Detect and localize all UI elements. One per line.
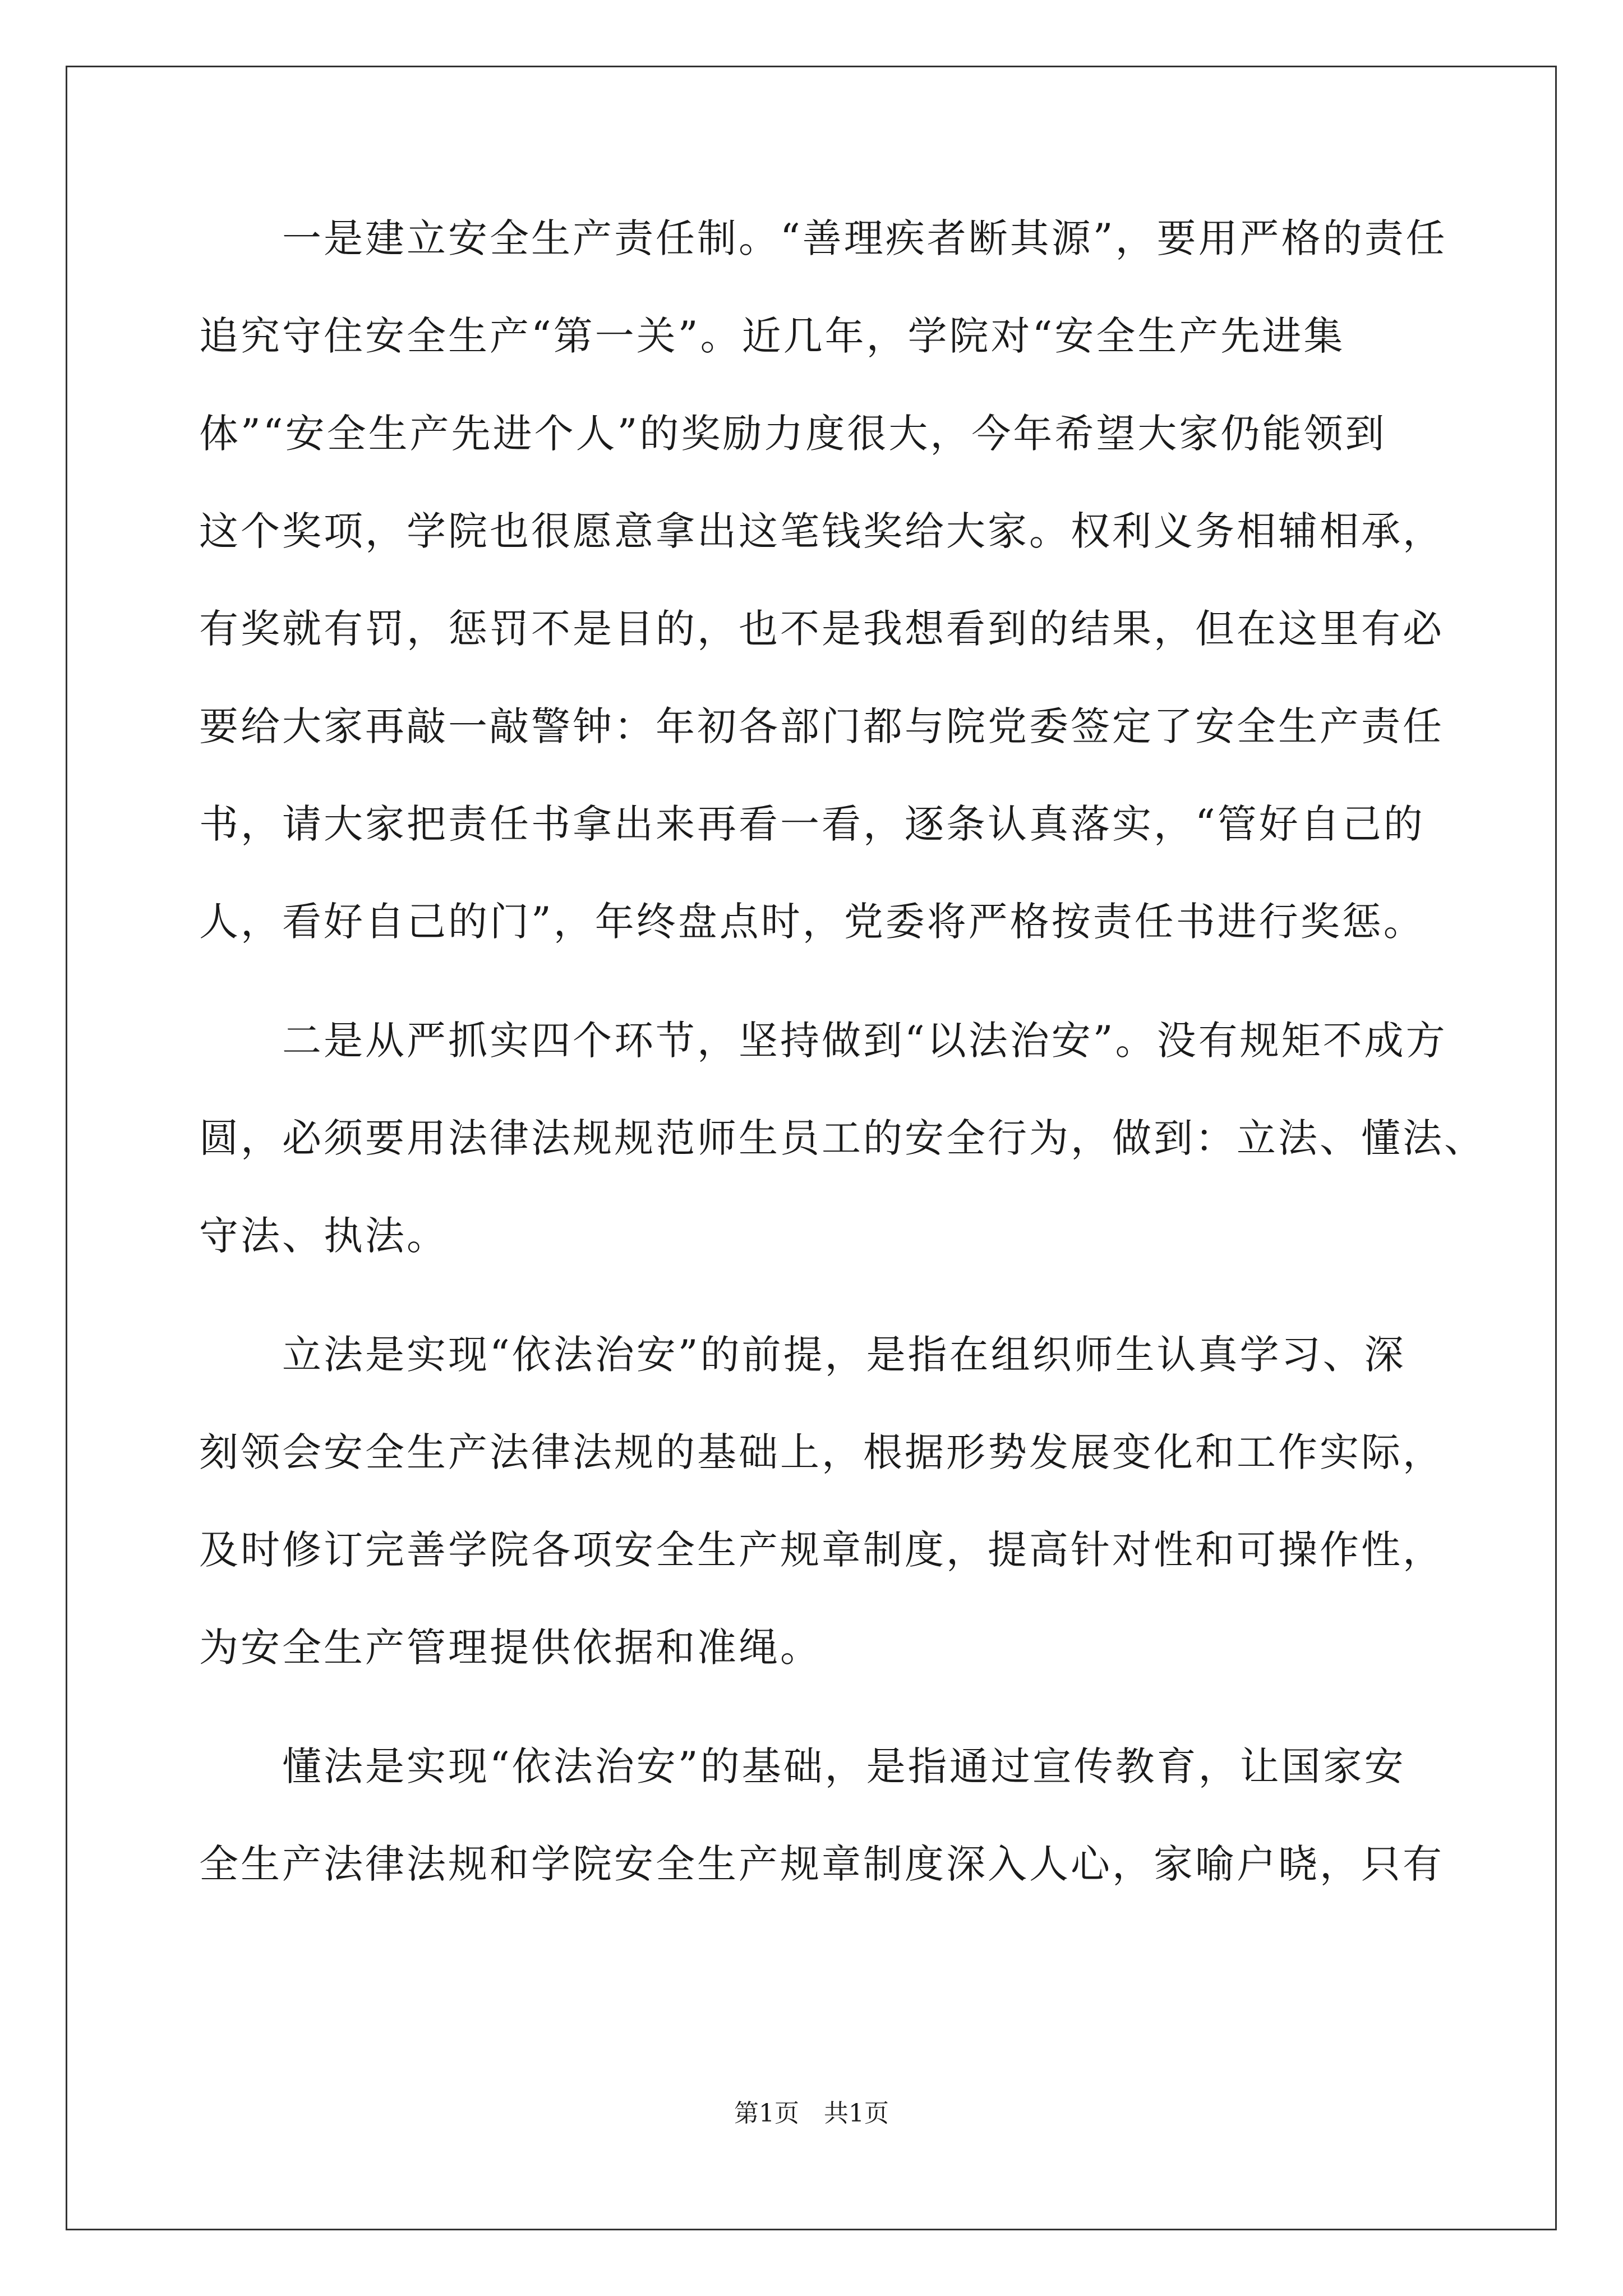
document-body [199,190,1489,1913]
text-line: 懂法是实现“依法治安”的基础，是指通过宣传教育，让国家安 [199,1743,1406,1789]
text-line: 二是从严抓实四个环节，坚持做到“以法治安”。没有规矩不成方 [199,1018,1447,1064]
text-line: 人，看好自己的门”，年终盘点时，党委将严格按责任书进行奖惩。 [199,899,1425,945]
paragraph-2 [199,992,1489,1285]
text-line: 为安全生产管理提供依据和准绳。 [199,1625,822,1671]
text-line: 刻领会安全生产法律法规的基础上，根据形势发展变化和工作实际， [199,1429,1444,1475]
paragraph-3 [199,1306,1489,1696]
text-line: 及时修订完善学院各项安全生产规章制度，提高针对性和可操作性， [199,1527,1444,1573]
text-line: 书，请大家把责任书拿出来再看一看，逐条认真落实，“管好自己的 [199,801,1425,847]
text-line: 要给大家再敲一敲警钟：年初各部门都与院党委签定了安全生产责任 [199,703,1444,749]
text-line: 追究守住安全生产“第一关”。近几年，学院对“安全生产先进集 [199,313,1345,359]
text-line: 有奖就有罚，惩罚不是目的，也不是我想看到的结果，但在这里有必 [199,606,1444,652]
text-line: 这个奖项，学院也很愿意拿出这笔钱奖给大家。权利义务相辅相承， [199,508,1444,554]
text-line: 圆，必须要用法律法规规范师生员工的安全行为，做到：立法、懂法、 [199,1115,1486,1161]
text-line: 一是建立安全生产责任制。“善理疾者断其源”，要用严格的责任 [199,215,1447,261]
text-line: 全生产法律法规和学院安全生产规章制度深入人心，家喻户晓，只有 [199,1841,1444,1887]
paragraph-1 [199,190,1489,970]
page-number: 第1页 共1页 [734,2099,889,2128]
text-line: 立法是实现“依法治安”的前提，是指在组织师生认真学习、深 [199,1332,1406,1378]
paragraph-4 [199,1718,1489,1913]
text-line: 守法、执法。 [199,1213,448,1259]
text-line: 体”“安全生产先进个人”的奖励力度很大，今年希望大家仍能领到 [199,411,1387,457]
